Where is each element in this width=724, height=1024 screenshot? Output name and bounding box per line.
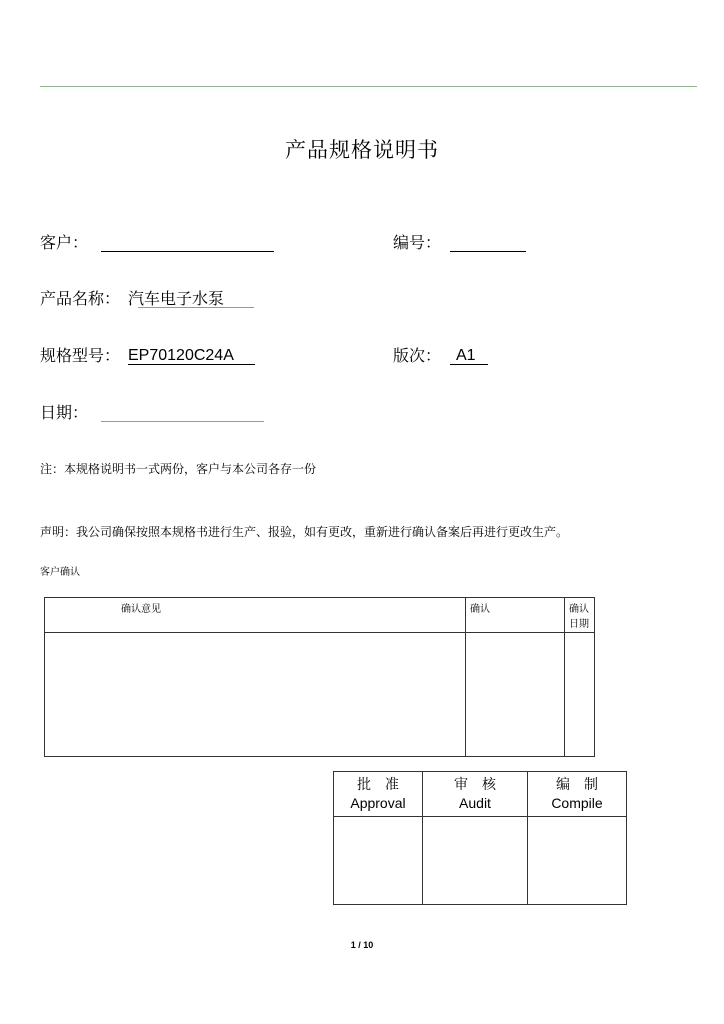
number-label: 编号： bbox=[393, 233, 442, 252]
version-value: A1 bbox=[456, 347, 476, 364]
customer-confirm-label: 客户确认 bbox=[40, 567, 80, 578]
model-value: EP70120C24A bbox=[128, 347, 234, 364]
product-name-value: 汽车电子水泵 bbox=[128, 289, 225, 308]
note-text: 注：本规格说明书一式两份，客户与本公司各存一份 bbox=[40, 462, 317, 476]
audit-en: Audit bbox=[459, 795, 491, 811]
date-label: 日期： bbox=[40, 403, 89, 422]
customer-field[interactable] bbox=[101, 232, 274, 252]
confirm-cell[interactable] bbox=[466, 633, 565, 757]
confirm-table bbox=[44, 597, 595, 757]
compile-signature-cell[interactable] bbox=[528, 817, 627, 905]
customer-label: 客户： bbox=[40, 233, 89, 252]
approval-en: Approval bbox=[350, 795, 406, 811]
model-underline bbox=[128, 345, 255, 365]
signoff-table bbox=[333, 771, 627, 905]
confirm-date-header: 确认日期 bbox=[565, 598, 595, 633]
version-underline bbox=[450, 345, 488, 365]
confirm-opinion-header: 确认意见 bbox=[45, 598, 466, 633]
confirm-header: 确认 bbox=[466, 598, 565, 633]
statement-text: 声明：我公司确保按照本规格书进行生产、报验，如有更改，重新进行确认备案后再进行更改生产。 bbox=[40, 525, 569, 539]
date-field[interactable] bbox=[101, 402, 264, 422]
audit-header bbox=[423, 772, 528, 817]
confirm-opinion-cell[interactable] bbox=[45, 633, 466, 757]
audit-signature-cell[interactable] bbox=[423, 817, 528, 905]
version-label: 版次： bbox=[393, 346, 442, 365]
confirm-date-cell[interactable] bbox=[565, 633, 595, 757]
approval-header bbox=[334, 772, 423, 817]
document-title: 产品规格说明书 bbox=[285, 138, 439, 162]
number-field[interactable] bbox=[450, 232, 526, 252]
model-label: 规格型号： bbox=[40, 346, 121, 365]
audit-cn: 审 核 bbox=[454, 777, 496, 793]
top-divider bbox=[40, 86, 697, 87]
compile-cn: 编 制 bbox=[556, 777, 598, 793]
product-name-underline bbox=[138, 288, 254, 308]
compile-header bbox=[528, 772, 627, 817]
approval-cn: 批 准 bbox=[357, 777, 399, 793]
product-name-label: 产品名称： bbox=[40, 289, 121, 308]
compile-en: Compile bbox=[551, 795, 603, 811]
page-number: 1 / 10 bbox=[350, 940, 374, 950]
approval-signature-cell[interactable] bbox=[334, 817, 423, 905]
